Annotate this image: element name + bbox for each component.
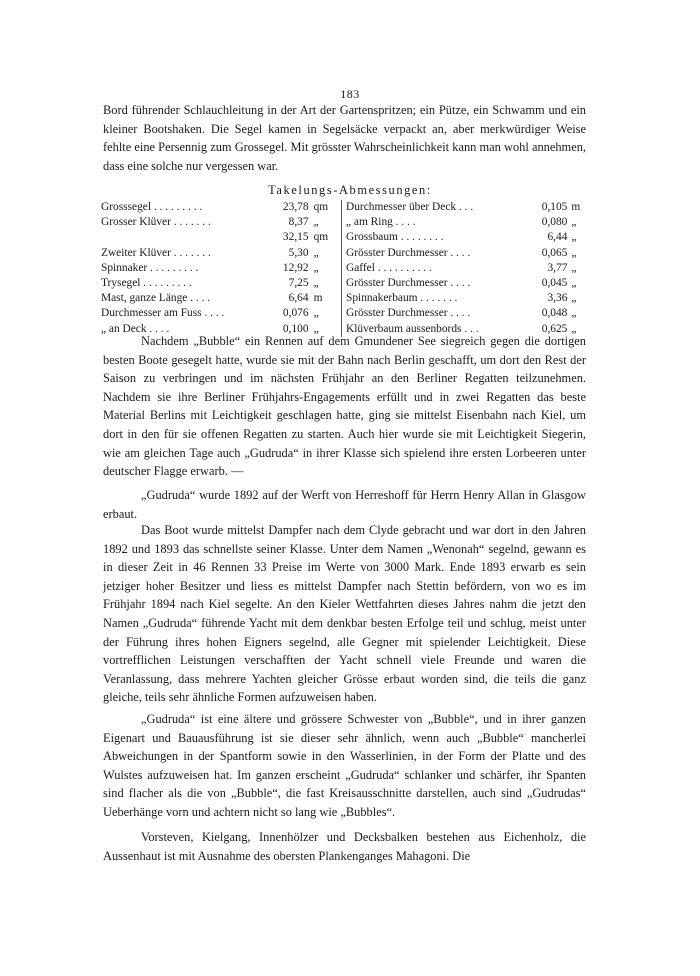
row-left-unit: qm xyxy=(313,231,329,244)
paragraph-gudruda-built: „Gudruda“ wurde 1892 auf der Werft von Herreshoff für Herrn Henry Allan in Glasgow erbaut. xyxy=(103,488,586,521)
table-row xyxy=(101,261,591,276)
row-left-unit: qm xyxy=(313,201,329,213)
table-row xyxy=(101,200,591,215)
row-left-label: Spinnaker . . . . . . . . . xyxy=(101,261,199,274)
row-right-value: 0,065 xyxy=(541,246,568,259)
row-right-value: 3,77 xyxy=(547,261,568,274)
row-left-label: Trysegel . . . . . . . . . xyxy=(101,277,192,290)
row-left-unit: „ xyxy=(313,277,319,290)
row-left-unit: „ xyxy=(313,322,319,335)
row-right-label: Durchmesser über Deck . . . xyxy=(342,200,530,215)
row-left-label: „ an Deck . . . . xyxy=(101,322,170,335)
row-left-value: 7,25 xyxy=(288,277,309,290)
row-right-unit: „ xyxy=(571,261,577,274)
row-right-unit: „ xyxy=(571,292,577,305)
row-left-value: 23,78 xyxy=(282,201,309,213)
row-right-value: 0,625 xyxy=(541,322,568,335)
row-left-value: 0,076 xyxy=(282,307,309,320)
row-right-label: Grösster Durchmesser . . . . xyxy=(342,276,530,291)
table-title: Takelungs-Abmessungen: xyxy=(268,183,432,197)
row-left-value: 0,100 xyxy=(282,322,309,335)
row-left-unit: „ xyxy=(313,216,319,229)
row-right-label: Grösster Durchmesser . . . . xyxy=(342,246,530,261)
row-right-value: 0,048 xyxy=(541,307,568,320)
paragraph-gudruda-comparison: „Gudruda“ ist eine ältere und grössere Schwester von „Bubble“, und in ihrer ganzen Eigenart und Bauausführung ist sie dieser sehr ähnlich, wenn auch „Bubble“ mancherlei Abweichungen in der Spantform sowie in den Wasserlinien, in der Form der Platte und des Wulstes aufzuweisen hat. Im ganzen erscheint „Gudruda“ schlanker und schärfer, ihr Spanten sind flacher als die von „Bubble“, die fast Kreisausschnitte darstellen, auch sind „Gudrudas“ Ueberhänge vorn und achtern nicht so lang wie „Bubbles“. xyxy=(103,712,586,819)
row-right-unit: m xyxy=(571,201,581,213)
row-left-unit: „ xyxy=(313,261,319,274)
row-left-unit: „ xyxy=(313,307,319,320)
row-right-unit: „ xyxy=(571,246,577,259)
row-right-label: Spinnakerbaum . . . . . . . xyxy=(342,291,530,306)
row-left-unit: „ xyxy=(313,246,319,259)
row-right-label: Grösster Durchmesser . . . . xyxy=(342,306,530,321)
row-left-label: Grosser Klüver . . . . . . . xyxy=(101,216,211,229)
row-right-unit: „ xyxy=(571,231,577,244)
row-left-label: Zweiter Klüver . . . . . . . xyxy=(101,246,211,259)
row-right-label: „ am Ring . . . . xyxy=(342,215,530,230)
row-right-label: Gaffel . . . . . . . . . . xyxy=(342,261,530,276)
row-right-unit: „ xyxy=(571,216,577,229)
row-left-unit: m xyxy=(313,292,323,305)
row-left-label xyxy=(101,230,275,245)
table-row xyxy=(101,306,591,321)
row-right-unit: „ xyxy=(571,307,577,320)
row-left-label: Mast, ganze Länge . . . . xyxy=(101,292,211,305)
row-right-value: 6,44 xyxy=(547,231,568,244)
row-right-label: Grossbaum . . . . . . . . xyxy=(342,230,530,245)
table-row xyxy=(101,230,591,245)
paragraph-gudruda-history: Das Boot wurde mittelst Dampfer nach dem Clyde gebracht und war dort in den Jahren 1892 und 1893 das schnellste seiner Klasse. Unter dem Namen „Wenonah“ segelnd, gewann es in dieser Zeit in 46 Rennen 33 Preise im Werte von 3000 Mark. Ende 1893 erwarb es sein jetziger hoher Besitzer und liess es mittelst Dampfer nach Stettin befördern, von wo es im Frühjahr 1894 nach Kiel segelte. An den Kieler Wettfahrten dieses Jahres nahm die jetzt den Namen „Gudruda“ führende Yacht mit dem denkbar besten Erfolge teil und schlug, meist unter der Führung ihres hohen Eigners segelnd, alle Gegner mit spielender Leichtigkeit. Diese vortrefflichen Leistungen verschafften der Yacht schnell viele Freunde und waren die Veranlassung, dass mehrere Yachten gleicher Grösse erbaut worden sind, die teils die ganz gleiche, teils sehr ähnliche Formen aufzuweisen haben. xyxy=(103,523,586,705)
row-left-label: Durchmesser am Fuss . . . . xyxy=(101,307,225,320)
page-number: 183 xyxy=(340,87,360,101)
row-left-value: 32,15 xyxy=(282,231,309,244)
row-left-value: 6,64 xyxy=(288,292,309,305)
table-row xyxy=(101,276,591,291)
row-right-value: 0,080 xyxy=(541,216,568,229)
row-right-value: 3,36 xyxy=(547,292,568,305)
row-right-unit: „ xyxy=(571,322,577,335)
row-left-value: 8,37 xyxy=(288,216,309,229)
row-right-value: 0,045 xyxy=(541,277,568,290)
row-right-unit: „ xyxy=(571,277,577,290)
paragraph-bubble-races: Nachdem „Bubble“ ein Rennen auf dem Gmundener See siegreich gegen die dortigen besten Boote gesegelt hatte, wurde sie mit der Bahn nach Berlin geschafft, um dort den Rest der Saison zu verbringen und im nächsten Frühjahr an den Berliner Regatten teilzunehmen. Nachdem sie ihre Berliner Frühjahrs-Engagements erfüllt und in zwei Regatten das beste Material Berlins mit Leichtigkeit geschlagen hatte, ging sie mittelst Eisenbahn nach Kiel, um dort in den für sie offenen Regatten zu starten. Auch hier wurde sie mit Leichtigkeit Siegerin, wie am gleichen Tage auch „Gudruda“ in ihrer Klasse sich spielend ihre ersten Lorbeeren unter deutscher Flagge erwarb. — xyxy=(103,334,586,479)
table-row xyxy=(101,246,591,261)
table-row xyxy=(101,215,591,230)
row-right-value: 0,105 xyxy=(541,201,568,213)
table-row xyxy=(101,291,591,306)
row-left-value: 12,92 xyxy=(282,261,309,274)
paragraph-materials: Vorsteven, Kielgang, Innenhölzer und Decksbalken bestehen aus Eichenholz, die Aussenhaut ist mit Ausnahme des obersten Plankenganges Mahagoni. Die xyxy=(103,830,586,863)
row-left-label: Grosssegel . . . . . . . . . xyxy=(101,201,203,213)
row-left-value: 5,30 xyxy=(288,246,309,259)
intro-paragraph: Bord führender Schlauchleitung in der Art der Gartenspritzen; ein Pütze, ein Schwamm und ein kleiner Bootshaken. Die Segel kamen in Segelsäcke verpackt an, aber merkwürdiger Weise fehlte eine Persennig zum Grossegel. Mit grösster Wahrscheinlichkeit kann man wohl annehmen, dass eine solche nur vergessen war. xyxy=(103,103,586,173)
rigging-dimensions-table xyxy=(101,200,591,337)
row-right-label: Klüverbaum aussenbords . . . xyxy=(342,322,530,337)
